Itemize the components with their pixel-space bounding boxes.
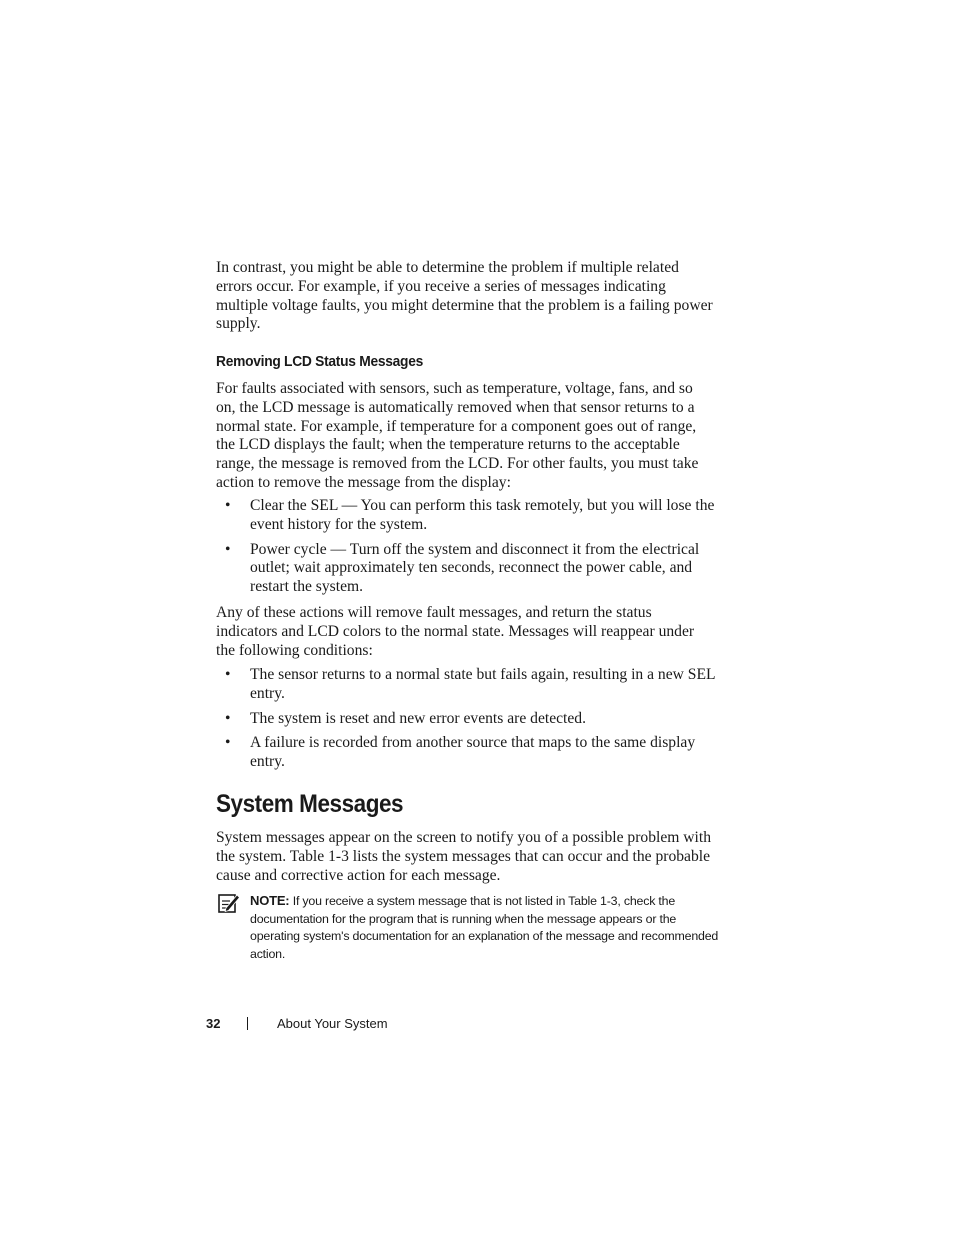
note-text xyxy=(250,892,720,963)
removing-lcd-paragraph: For faults associated with sensors, such as temperature, voltage, fans, and so on, the LCD message is automatically removed when that sensor returns to a normal state. For example, if temperature for a component goes out of range, the LCD displays the fault; when the temperature returns to the acceptable range, the message is removed from the LCD. For other faults, you must take action to remove the message from the display: xyxy=(216,380,699,491)
list-item xyxy=(216,710,716,729)
pencil-note-icon xyxy=(218,892,240,914)
note-label: NOTE: xyxy=(250,893,290,908)
list-item xyxy=(216,666,716,704)
page-number: 32 xyxy=(206,1016,221,1031)
bullet-icon: • xyxy=(225,709,231,727)
bullet-icon: • xyxy=(225,666,231,683)
list-item-text: A failure is recorded from another source that maps to the same display entry. xyxy=(250,734,696,771)
note-body: If you receive a system message that is not listed in Table 1-3, check the documentation for the program that is running when the message appears or the operating system's documentation for an explanation of the message and recommended action. xyxy=(250,894,719,961)
list-item-text: Power cycle — Turn off the system and disconnect it from the electrical outlet; wait approximately ten seconds, reconnect the power cable, and restart the system. xyxy=(250,540,700,596)
system-messages-paragraph: System messages appear on the screen to notify you of a possible problem with the system. Table 1-3 lists the system messages that can occur and the probable cause and corrective action for each message. xyxy=(216,829,711,884)
list-item xyxy=(216,497,716,535)
conditions-paragraph: Any of these actions will remove fault messages, and return the status indicators and LCD colors to the normal state. Messages will reappear under the following conditions: xyxy=(216,604,695,659)
bullet-icon: • xyxy=(225,497,231,514)
page-footer xyxy=(206,1016,388,1031)
intro-paragraph: In contrast, you might be able to determine the problem if multiple related errors occur. For example, if you receive a series of messages indicating multiple voltage faults, you might determine that the problem is a failing power supply. xyxy=(216,259,713,333)
removing-lcd-heading: Removing LCD Status Messages xyxy=(216,353,423,370)
action-list xyxy=(216,497,716,603)
footer-divider xyxy=(247,1017,248,1030)
list-item xyxy=(216,541,716,597)
list-item-text: Clear the SEL — You can perform this task remotely, but you will lose the event history for the system. xyxy=(250,497,715,533)
bullet-icon: • xyxy=(225,540,231,558)
list-item-text: The system is reset and new error events are detected. xyxy=(250,709,586,727)
system-messages-heading: System Messages xyxy=(216,790,404,818)
chapter-title: About Your System xyxy=(277,1016,388,1031)
bullet-icon: • xyxy=(225,734,231,752)
conditions-list xyxy=(216,666,716,778)
list-item xyxy=(216,734,716,772)
list-item-text: The sensor returns to a normal state but fails again, resulting in a new SEL entry. xyxy=(250,666,715,702)
